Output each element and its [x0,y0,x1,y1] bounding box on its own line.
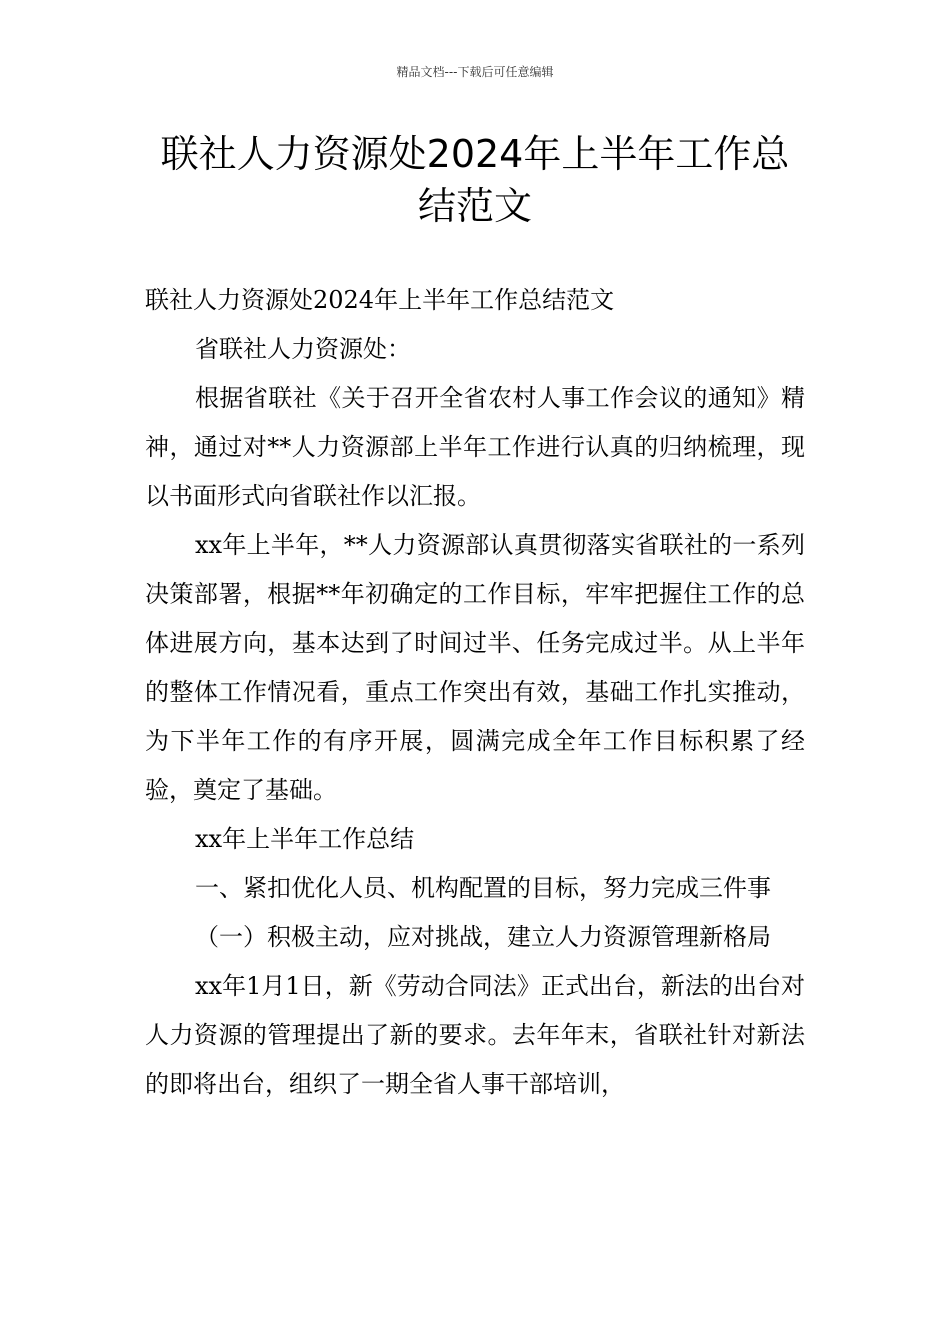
subsection-heading-one: （一）积极主动，应对挑战，建立人力资源管理新格局 [195,923,771,951]
document-title: 联社人力资源处2024年上半年工作总结范文 [160,132,790,228]
paragraph-labor-law: xx年1月1日，新《劳动合同法》正式出台，新法的出台对人力资源的管理提出了新的要求。去年年末，省联社针对新法的即将出台，组织了一期全省人事干部培训， [145,972,805,1098]
section-heading-summary: xx年上半年工作总结 [195,825,415,853]
document-body [145,276,805,1109]
header-note: 精品文档---下载后可任意编辑 [396,65,554,79]
section-heading-one: 一、紧扣优化人员、机构配置的目标，努力完成三件事 [195,874,771,902]
paragraph-salutation: 省联社人力资源处： [195,335,411,363]
paragraph-overview: xx年上半年，**人力资源部认真贯彻落实省联社的一系列决策部署，根据**年初确定的工作目标，牢牢把握住工作的总体进展方向，基本达到了时间过半、任务完成过半。从上半年的整体工作情况看，重点工作突出有效，基础工作扎实推动，为下半年工作的有序开展，圆满完成全年工作目标积累了经验，奠定了基础。 [145,531,805,804]
paragraph-heading-repeat: 联社人力资源处2024年上半年工作总结范文 [145,286,615,314]
paragraph-intro: 根据省联社《关于召开全省农村人事工作会议的通知》精神，通过对**人力资源部上半年工作进行认真的归纳梳理，现以书面形式向省联社作以汇报。 [145,384,805,510]
